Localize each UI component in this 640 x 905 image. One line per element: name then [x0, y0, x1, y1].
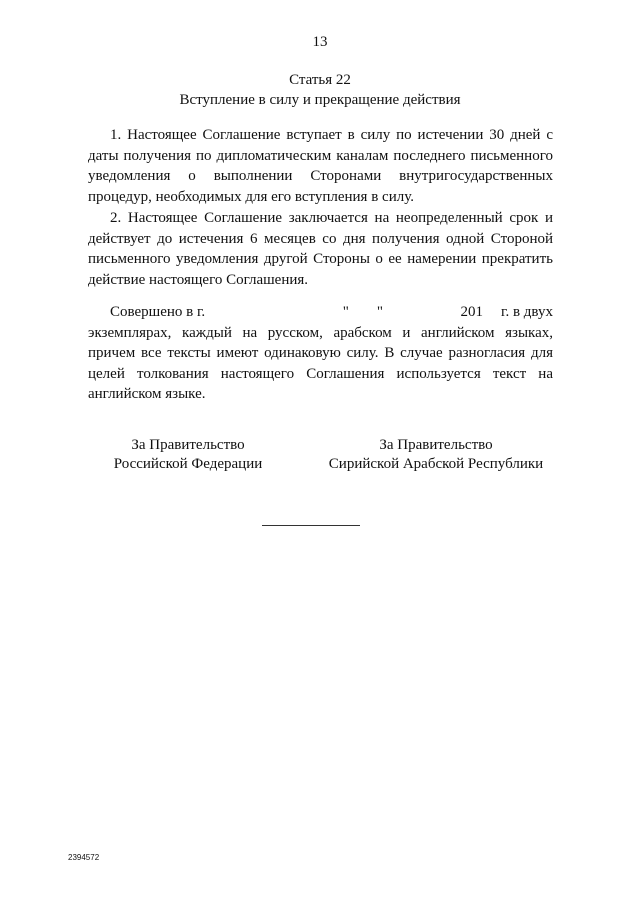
paragraph-2: 2. Настоящее Соглашение заключается на неопределенный срок и действует до истечения 6 месяцев со дня получения одной Стороной письменного уведомления другой Стороны о ее намерении прекратить действие настоящего Соглашения.	[88, 210, 553, 288]
signature-syria-line2: Сирийской Арабской Республики	[328, 456, 544, 472]
article-number: Статья 22	[289, 72, 351, 88]
quote-close: "	[376, 304, 383, 320]
article-heading	[0, 70, 640, 110]
paragraph-1: 1. Настоящее Соглашение вступает в силу по истечении 30 дней с даты получения по дипломатическим каналам последнего письменного уведомления о выполнении Сторонами внутригосударственных процедур, необходимых для его вступления в силу.	[88, 127, 553, 205]
date-placeholder	[343, 302, 383, 323]
quote-open: "	[342, 304, 349, 320]
first-line-tail: г. в двух	[501, 304, 553, 320]
done-clause-rest: экземплярах, каждый на русском, арабском и английском языках, причем все тексты имеют одинаковую силу. В случае разногласия для целей толкования настоящего Соглашения используется текст на английском языке.	[88, 324, 553, 402]
signature-russia-line2: Российской Федерации	[113, 456, 263, 472]
closing-rule	[262, 525, 360, 526]
signature-russia-line1: За Правительство	[131, 437, 245, 453]
signature-syria-line1: За Правительство	[379, 437, 493, 453]
page-number: 13	[312, 34, 328, 50]
done-clause-first-line	[110, 302, 553, 323]
signature-syria	[326, 436, 546, 474]
year-prefix: 201	[460, 304, 483, 320]
done-place-label: Совершено в г.	[110, 304, 206, 320]
article-title: Вступление в силу и прекращение действия	[179, 92, 461, 108]
year-group	[461, 302, 554, 323]
signature-russia	[98, 436, 278, 474]
done-clause	[88, 302, 553, 405]
document-code: 2394572	[68, 853, 100, 862]
